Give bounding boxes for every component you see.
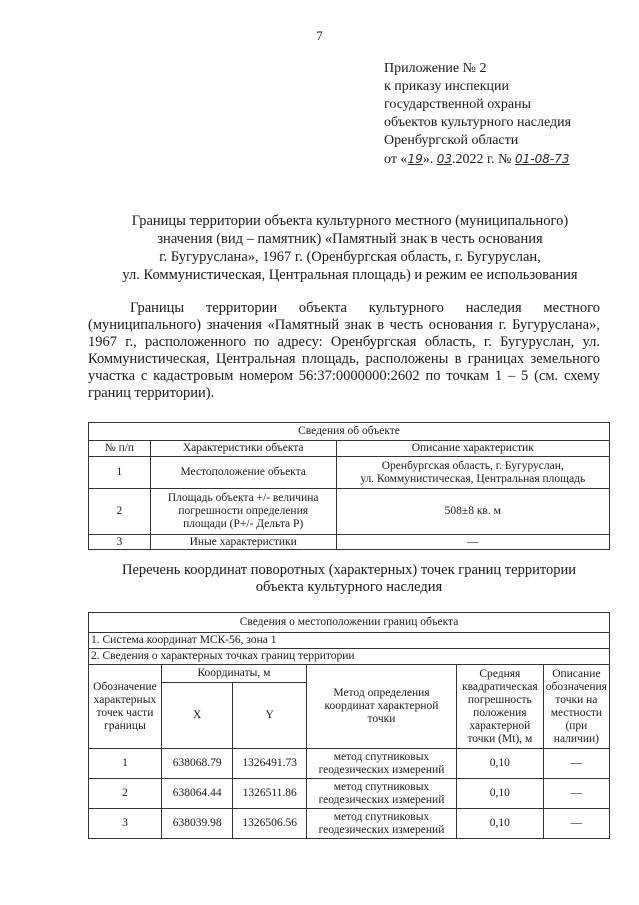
appendix-line: Приложение № 2 — [384, 61, 487, 76]
header-designation: Обозначение характерных точек части границы — [89, 665, 162, 749]
header-coordinates: Координаты, м — [161, 665, 306, 683]
document-title: Границы территории объекта культурного местного (муниципального) значения (вид – памятник) «Памятный знак в честь основания г. Бугуруслана», 1967 г. (Оренбургская область, г. Бугуруслан, ул. Коммунистическая, Центральная площадь) и режим ее использования — [122, 213, 578, 283]
header-y: Y — [233, 683, 307, 749]
table-header: № п/п — [89, 441, 151, 457]
table-header: Характеристики объекта — [150, 441, 336, 457]
table-row: 2 Площадь объекта +/- величина погрешности определения площади (P+/- Дельта P) 508±8 кв. м — [89, 489, 610, 535]
header-x: X — [161, 683, 233, 749]
appendix-block — [384, 60, 571, 169]
coordinates-table — [88, 612, 610, 839]
boundary-paragraph: Границы территории объекта культурного наследия местного (муниципального) значения «Памятный знак в честь основания г. Бугуруслана», 1967 г., расположенного по адресу: Оренбургская область, г. Бугуруслан, ул. Коммунистическая, Центральная площадь, расположены в границах земельного участка с кадастровым номером 56:37:0000000:2602 по точкам 1 – 5 (см. схему границ территории). — [88, 300, 600, 401]
points-caption: 2. Сведения о характерных точках границ территории — [89, 649, 610, 665]
table-row: 1 Местоположение объекта Оренбургская область, г. Бугуруслан, ул. Коммунистическая, Центральная площадь — [89, 457, 610, 489]
table-row: 3 Иные характеристики — — [89, 535, 610, 550]
appendix-line: к приказу инспекции — [384, 79, 510, 94]
table-caption: Сведения о местоположении границ объекта — [89, 613, 610, 633]
table-row: 2 638064.44 1326511.86 метод спутниковых геодезических измерений 0,10 — — [89, 779, 610, 809]
table-row: 3 638039.98 1326506.56 метод спутниковых геодезических измерений 0,10 — — [89, 809, 610, 839]
handwritten-day: 19 — [407, 152, 423, 166]
appendix-line: объектов культурного наследия — [384, 115, 572, 130]
header-description: Описание обозначения точки на местности (при наличии) — [543, 665, 609, 749]
appendix-line: Оренбургской области — [384, 133, 519, 148]
table-header: Описание характеристик — [336, 441, 609, 457]
header-method: Метод определения координат характерной точки — [307, 665, 457, 749]
table-caption: Сведения об объекте — [89, 423, 610, 441]
header-error: Средняя квадратическая погрешность положения характерной точки (Mt), м — [456, 665, 543, 749]
appendix-line: государственной охраны — [384, 97, 532, 112]
coordinates-list-title: Перечень координат поворотных (характерных) точек границ территории объекта культурного наследия — [121, 562, 577, 595]
page-number: 7 — [316, 28, 323, 43]
object-info-table — [88, 422, 610, 550]
coordinate-system: 1. Система координат МСК-56, зона 1 — [89, 633, 610, 649]
appendix-date-line: от «19». 03.2022 г. № 01-08-73 — [384, 152, 570, 167]
handwritten-month: 03 — [436, 152, 452, 166]
table-row: 1 638068.79 1326491.73 метод спутниковых геодезических измерений 0,10 — — [89, 749, 610, 779]
handwritten-order-number: 01-08-73 — [515, 152, 570, 166]
